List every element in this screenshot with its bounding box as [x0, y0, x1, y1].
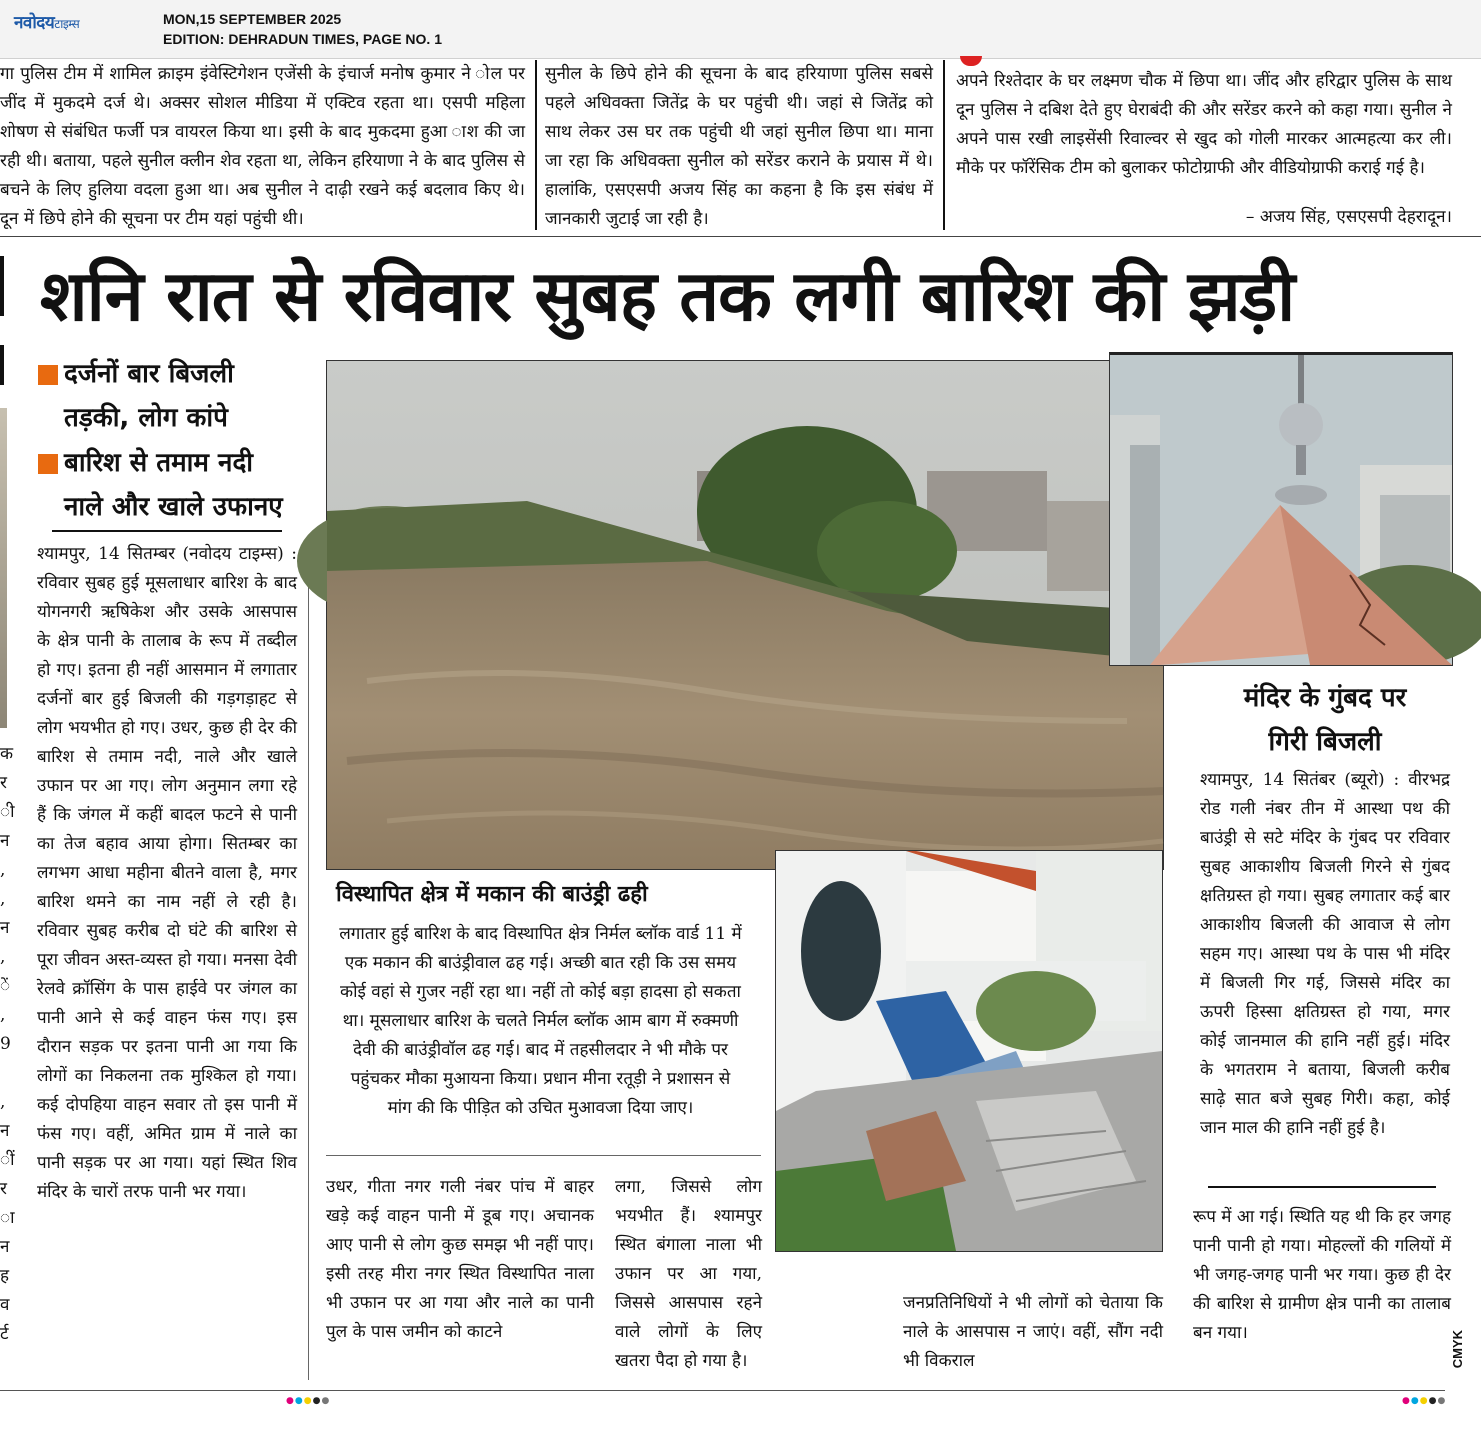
- highlight-bullet-1: [38, 352, 234, 440]
- logo-sub-text: टाइम्स: [54, 17, 80, 31]
- main-story-col-3: लगा, जिससे लोग भयभीत हैं। श्यामपुर स्थित बंगाला नाला भी उफान पर आ गया, जिससे आसपास रहने वाले लोगों के लिए खतरा पैदा हो गया है।: [615, 1177, 762, 1371]
- temple-dome-photo: [1109, 352, 1453, 666]
- adjacent-column-edge: क र ी न , , न , ें , 9 , न ीं र ा न ह व र्ट: [0, 744, 15, 1344]
- flood-river-image: [327, 361, 1163, 869]
- boundary-story-title: विस्थापित क्षेत्र में मकान की बाउंड्री ढही: [336, 882, 648, 907]
- main-story-col-4: जनप्रतिनिधियों ने भी लोगों को चेताया कि नाले के आसपास न जाएं। वहीं, सौंग नदी भी विकराल: [903, 1293, 1163, 1371]
- edition-name-page: EDITION: DEHRADUN TIMES, PAGE NO. 1: [163, 31, 442, 47]
- bullet-square-icon: [38, 454, 58, 474]
- edge-rule: [0, 256, 4, 316]
- section-divider: [1208, 1186, 1436, 1188]
- bullet-2-line-1: बारिश से तमाम नदी: [64, 448, 253, 478]
- column-divider: [308, 540, 309, 1380]
- main-headline: शनि रात से रविवार सुबह तक लगी बारिश की झड़ी: [40, 255, 1295, 337]
- edition-info: [163, 9, 442, 49]
- main-story-col-5: रूप में आ गई। स्थिति यह थी कि हर जगह पानी पानी हो गया। मोहल्लों की गलियों में भी जगह-जगह पानी भर गया। कुछ ही देर की बारिश से ग्रामीण क्षेत्र पानी का तालाब बन गया।: [1193, 1207, 1451, 1343]
- temple-story-body: श्यामपुर, 14 सितंबर (ब्यूरो) : वीरभद्र रोड गली नंबर तीन में आस्था पथ की बाउंड्री से सटे मंदिर के गुंबद पर रविवार सुबह आकाशीय बिजली गिरने से गुंबद क्षतिग्रस्त हो गया। सुबह लगातार कई बार आकाशीय बिजली की आवाज से लोग सहम गए। आस्था पथ के पास भी मंदिर में बिजली गिर गई, जिससे मंदिर का ऊपरी हिस्सा क्षतिग्रस्त हो गया, मगर कोई जानमाल की हानि नहीं हुई। मंदिर के भगतराम ने बताया, बिजली करीब साढ़े सात बजे सुबह गिरी। कहा, कोई जान माल की हानि नहीं हुई है।: [1200, 770, 1450, 1138]
- adjacent-photo-edge: [0, 408, 7, 728]
- top-story-col-3: अपने रिश्तेदार के घर लक्ष्मण चौक में छिपा था। जींद और हरिद्वार पुलिस के साथ दून पुलिस ने दबिश देते हुए घेराबंदी की और सरेंडर करने को कहा गया। सुनील ने अपने पास रखी लाइसेंसी रिवाल्वर से खुद को गोली मारकर आत्महत्या कर ली। मौके पर फॉरेंसिक टीम को बुलाकर फोटोग्राफी और वीडियोग्राफी कराई गई है।: [956, 71, 1452, 178]
- collapsed-wall-image: [776, 851, 1162, 1251]
- bullet-2-line-2: नाले और खाले उफानए: [64, 492, 283, 522]
- logo-main-text: नवोदय: [14, 13, 55, 33]
- bullet-1-line-2: तड़की, लोग कांपे: [64, 403, 228, 433]
- bullet-1-line-1: दर्जनों बार बिजली: [64, 359, 234, 389]
- main-story-col-1: श्यामपुर, 14 सितम्बर (नवोदय टाइम्स) : रविवार सुबह हुई मूसलाधार बारिश के बाद योगनगरी ऋषिकेश और उसके आसपास के क्षेत्र पानी के तालाब के रूप में तब्दील हो गए। इतना ही नहीं आसमान में लगातार दर्जनों बार हुई बिजली की गड़गड़ाहट से लोग भयभीत हो गए। उधर, कुछ ही देर की बारिश से तमाम नदी, नाले और खाले उफान पर आ गए। लोग अनुमान लगा रहे हैं कि जंगल में कहीं बादल फटने से पानी का तेज बहाव आया होगा। सितम्बर का लगभग आधा महीना बीतने वाला है, मगर बारिश थमने का नाम नहीं ले रही है। रविवार सुबह करीब दो घंटे की बारिश से पूरा जीवन अस्त-व्यस्त हो गया। मनसा देवी रेलवे क्रॉसिंग के पास हाईवे पर जंगल का पानी आने से कई वाहन फंस गए। इस दौरान सड़क पर इतना पानी आ गया कि लोगों का निकलना तक मुश्किल हो गया। कई दोपहिया वाहन सवार तो इस पानी में फंस गए। वहीं, अमित ग्राम में नाले का पानी सड़क पर आ गया। यहां स्थित शिव मंदिर के चारों तरफ पानी भर गया।: [37, 544, 297, 1202]
- red-mark: [960, 56, 982, 66]
- top-story-col-1: गा पुलिस टीम में शामिल क्राइम इंवेस्टिगेशन एजेंसी के इंचार्ज मनोष कुमार ने ोल पर जींद में मुकदमे दर्ज थे। अक्सर सोशल मीडिया में एक्टिव रहता था। एसपी महिला शोषण से संबंधित फर्जी पत्र वायरल किया था। इसी के बाद मुकदमा हुआ ाश की जा रही थी। बताया, पहले सुनील क्लीन शेव रहता था, लेकिन हरियाणा ने के बाद पुलिस से बचने के लिए हुलिया वदला हुआ था। अब सुनील ने दाढ़ी रखने कई बदलाव किए थे। दून में छिपे होने की सूचना पर टीम यहां पहुंची थी।: [0, 64, 525, 229]
- temple-story-title-line-2: गिरी बिजली: [1268, 727, 1382, 757]
- top-story-col-2: सुनील के छिपे होने की सूचना के बाद हरियाणा पुलिस सबसे पहले अधिवक्ता जितेंद्र के घर पहुंची थी। जहां से जितेंद्र को साथ लेकर उस घर तक पहुंची थी जहां सुनील छिपा था। माना जा रहा कि अधिवक्ता सुनील को सरेंडर कराने के प्रयास में थे। हालांकि, एसएसपी अजय सिंह का कहना है कि इस संबंध में जानकारी जुटाई जा रही है।: [545, 64, 933, 229]
- newspaper-logo: [14, 10, 79, 33]
- main-story-col-2: उधर, गीता नगर गली नंबर पांच में बाहर खड़े कई वाहन पानी में डूब गए। अचानक आए पानी से लोग कुछ समझ भी नहीं पाए। इसी तरह मीरा नगर स्थित विस्थापित नाला भी उफान पर आ गया और नाले का पानी पुल के पास जमीन को काटने: [326, 1177, 594, 1342]
- column-divider: [535, 60, 537, 230]
- bullet-underline: [52, 530, 282, 532]
- page-bottom-rule: [0, 1390, 1445, 1391]
- column-divider: [943, 60, 945, 230]
- bullet-square-icon: [38, 365, 58, 385]
- registration-dots-center: ●●●●●: [286, 1396, 331, 1406]
- section-divider: [0, 236, 1481, 237]
- edition-date: MON,15 SEPTEMBER 2025: [163, 11, 342, 27]
- temple-dome-image: [1110, 355, 1452, 665]
- edition-header: [0, 0, 1481, 59]
- registration-dots-right: ●●●●●: [1402, 1396, 1447, 1406]
- flood-river-photo: [326, 360, 1164, 870]
- collapsed-wall-photo: [775, 850, 1163, 1252]
- cmyk-mark: CMYK: [1450, 1330, 1465, 1369]
- highlight-bullet-2: [38, 441, 283, 529]
- boundary-story-body: लगातार हुई बारिश के बाद विस्थापित क्षेत्र निर्मल ब्लॉक वार्ड 11 में एक मकान की बाउंड्रीवाल ढह गई। अच्छी बात रही कि उस समय कोई वहां से गुजर नहीं रहा था। नहीं तो कोई बड़ा हादसा हो सकता था। मूसलाधार बारिश के चलते निर्मल ब्लॉक आम बाग में रुक्मणी देवी की बाउंड्रीवॉल ढह गई। बाद में तहसीलदार ने भी मौके पर पहुंचकर मौका मुआयना किया। प्रधान मीना रतूड़ी ने प्रशासन से मांग की कि पीड़ित को उचित मुआवजा दिया जाए।: [339, 924, 742, 1118]
- edge-rule: [0, 345, 4, 385]
- section-divider: [326, 1155, 761, 1156]
- quote-attribution: – अजय सिंह, एसएसपी देहरादून।: [1245, 207, 1452, 227]
- temple-story-title-line-1: मंदिर के गुंबद पर: [1243, 683, 1407, 713]
